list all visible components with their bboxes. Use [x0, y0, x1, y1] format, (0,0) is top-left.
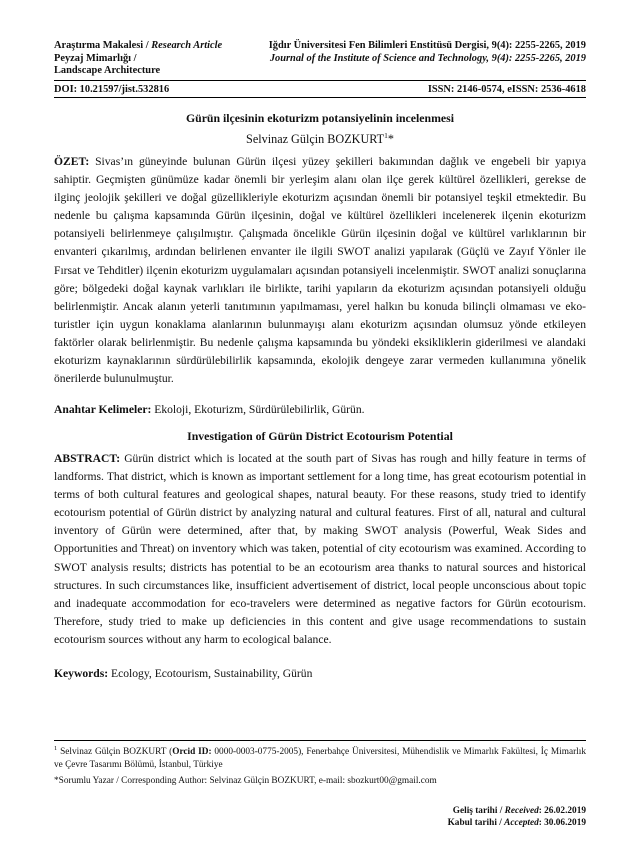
received-value: : 26.02.2019 [538, 806, 586, 816]
title-tr: Gürün ilçesinin ekoturizm potansiyelinin incelenmesi [185, 111, 455, 125]
author-line [54, 131, 586, 147]
journal-name-tr: Iğdır Üniversitesi Fen Bilimleri Enstitüsü Dergisi, 9(4): 2255-2265, 2019 [268, 40, 586, 51]
abstract-label: ABSTRACT: [54, 452, 121, 465]
doi: DOI: 10.21597/jist.532816 [54, 84, 170, 95]
field-en: Landscape Architecture [54, 65, 161, 76]
title-en: Investigation of Gürün District Ecotourism Potential [187, 429, 453, 443]
article-dates [326, 806, 586, 829]
author-affiliation-mark: 1 [384, 131, 388, 140]
abstract-paragraph [54, 450, 586, 649]
accepted-value: : 30.06.2019 [538, 817, 586, 828]
ozet-paragraph [54, 153, 586, 388]
header-rule-top [54, 80, 586, 81]
keywords-en [54, 665, 586, 683]
received-date [326, 806, 586, 818]
footnote-affiliation [54, 743, 586, 771]
issn: ISSN: 2146-0574, eISSN: 2536-4618 [427, 84, 586, 95]
article-type-en: Research Article [151, 40, 223, 51]
abstract-text: Gürün district which is located at the south part of Sivas has rough and hilly feature in terms of landforms. That district, which is known as important settlement for a long time, has great ecotourism potential in terms of both cultural features and geological shapes, natural beauty. For these reasons, study tried to identify ecotourism potential of Gürün district by analyzing natural and cultural features. First of all, natural and cultural inventory of Gürün were determined, after that, by making SWOT analysis (Powerful, Weak Sides and Opportunities and Threat) on inventory which was taken, potential of city ecotourism was examined. According to SWOT analysis results; districts has potential to be an ecotourism area thanks to natural sources and historical structures. In such circumstances like, insufficient advertisement of district, local people unconscious about topic and inadequate accommodation for eco-travelers were determined as negative factors for Gürün ecotourism. Therefore, study tried to make up deficiencies in this content and give usage recommendations to sustain ecotourism sources without any harm to ecological balance. [54, 452, 586, 646]
keywords-tr-text: Ekoloji, Ekoturizm, Sürdürülebilirlik, Gürün. [151, 403, 365, 416]
journal-name-en: Journal of the Institute of Science and Technology, 9(4): 2255-2265, 2019 [269, 52, 586, 64]
footnote-affiliation-text: 0000-0003-0775-2005), Fenerbahçe Üniversitesi, Mühendislik ve Mimarlık Fakültesi, İç Mimarlık ve Çevre Tasarımı Bölümü, İstanbul, Türkiye [54, 747, 586, 770]
ozet-text: Sivas’ın güneyinde bulunan Gürün ilçesi yüzey şekilleri bakımından dağlık ve engebeli bir yapıya sahiptir. Geçmişten günümüze kadar önemli bir yerleşim alanı olan ilçe gerek kültürel özellikleri, gerekse de ilginç jeolojik şekilleri ve doğal güzellikleriyle ekoturizm açısından önemli bir potansiyel teşkil etmektedir. Bu nedenle bu çalışma kapsamında Gürün ilçesinin, doğal ve kültürel özellikleri incelenerek ilçenin ekoturizm potansiyeli belirlenmeye çalışılmıştır. Çalışmada öncelikle Gürün ilçesinin doğal ve kültürel varlıklarının bir envanteri çıkarılmış, ardından belirlenen envanter ile ilgili SWOT analizi yapılarak (Güçlü ve Zayıf Yönler ile Fırsat ve Tehditler) ilçenin ekoturizm uygulamaları açısından potansiyeli incelenmiştir. SWOT analizi sonuçlarına göre; bölgedeki doğal kaynak varlıkları ile birlikte, tarihi yapıların da ekoturizm açısından potansiyeli olduğu belirlenmiştir. Ancak alanın yeterli tanıtımının yapılmaması, yerel halkın bu konuda bilinçli olmaması ve eko-turistler için uygun konaklama alanlarının bulunmayışı alanı ekoturizm açısından olumsuz yönde etkileyen faktörler olarak belirlenmiştir. Bu nedenle çalışma kapsamında bu yöndeki eksikliklerin giderilmesi ve alandaki ekoturizm kaynaklarının sürdürülebilirlik kapsamında, ekolojik dengeye zarar vermeden kullanımına yönelik önerilerde bulunulmuştur. [54, 155, 586, 386]
accepted-label: Kabul tarihi / [447, 817, 505, 828]
corresponding-mark: * [387, 132, 394, 147]
keywords-tr [54, 401, 586, 419]
header-rule-bottom [54, 97, 586, 98]
author-name: Selvinaz Gülçin BOZKURT [246, 132, 385, 147]
footnote-corresponding: *Sorumlu Yazar / Corresponding Author: Selvinaz Gülçin BOZKURT, e-mail: sbozkurt00@gmail.com [54, 776, 437, 786]
accepted-date [326, 818, 586, 830]
article-type-tr: Araştırma Makalesi / [54, 40, 152, 51]
received-label: Geliş tarihi / [452, 806, 505, 816]
footnote-author: Selvinaz Gülçin BOZKURT ( [57, 747, 173, 758]
article-type-header [54, 40, 222, 78]
accepted-label-en: Accepted [504, 817, 539, 828]
footnote-mark: 1 [54, 745, 58, 752]
journal-header [266, 40, 586, 65]
keywords-en-text: Ecology, Ecotourism, Sustainability, Gürün [108, 667, 313, 680]
keywords-tr-label: Anahtar Kelimeler: [54, 403, 152, 416]
ozet-label: ÖZET: [54, 155, 90, 168]
received-label-en: Received [504, 806, 539, 816]
footnote-rule [54, 740, 586, 741]
keywords-en-label: Keywords: [54, 667, 109, 680]
field-tr: Peyzaj Mimarlığı / [54, 52, 137, 64]
orcid-label: Orcid ID: [172, 747, 212, 758]
